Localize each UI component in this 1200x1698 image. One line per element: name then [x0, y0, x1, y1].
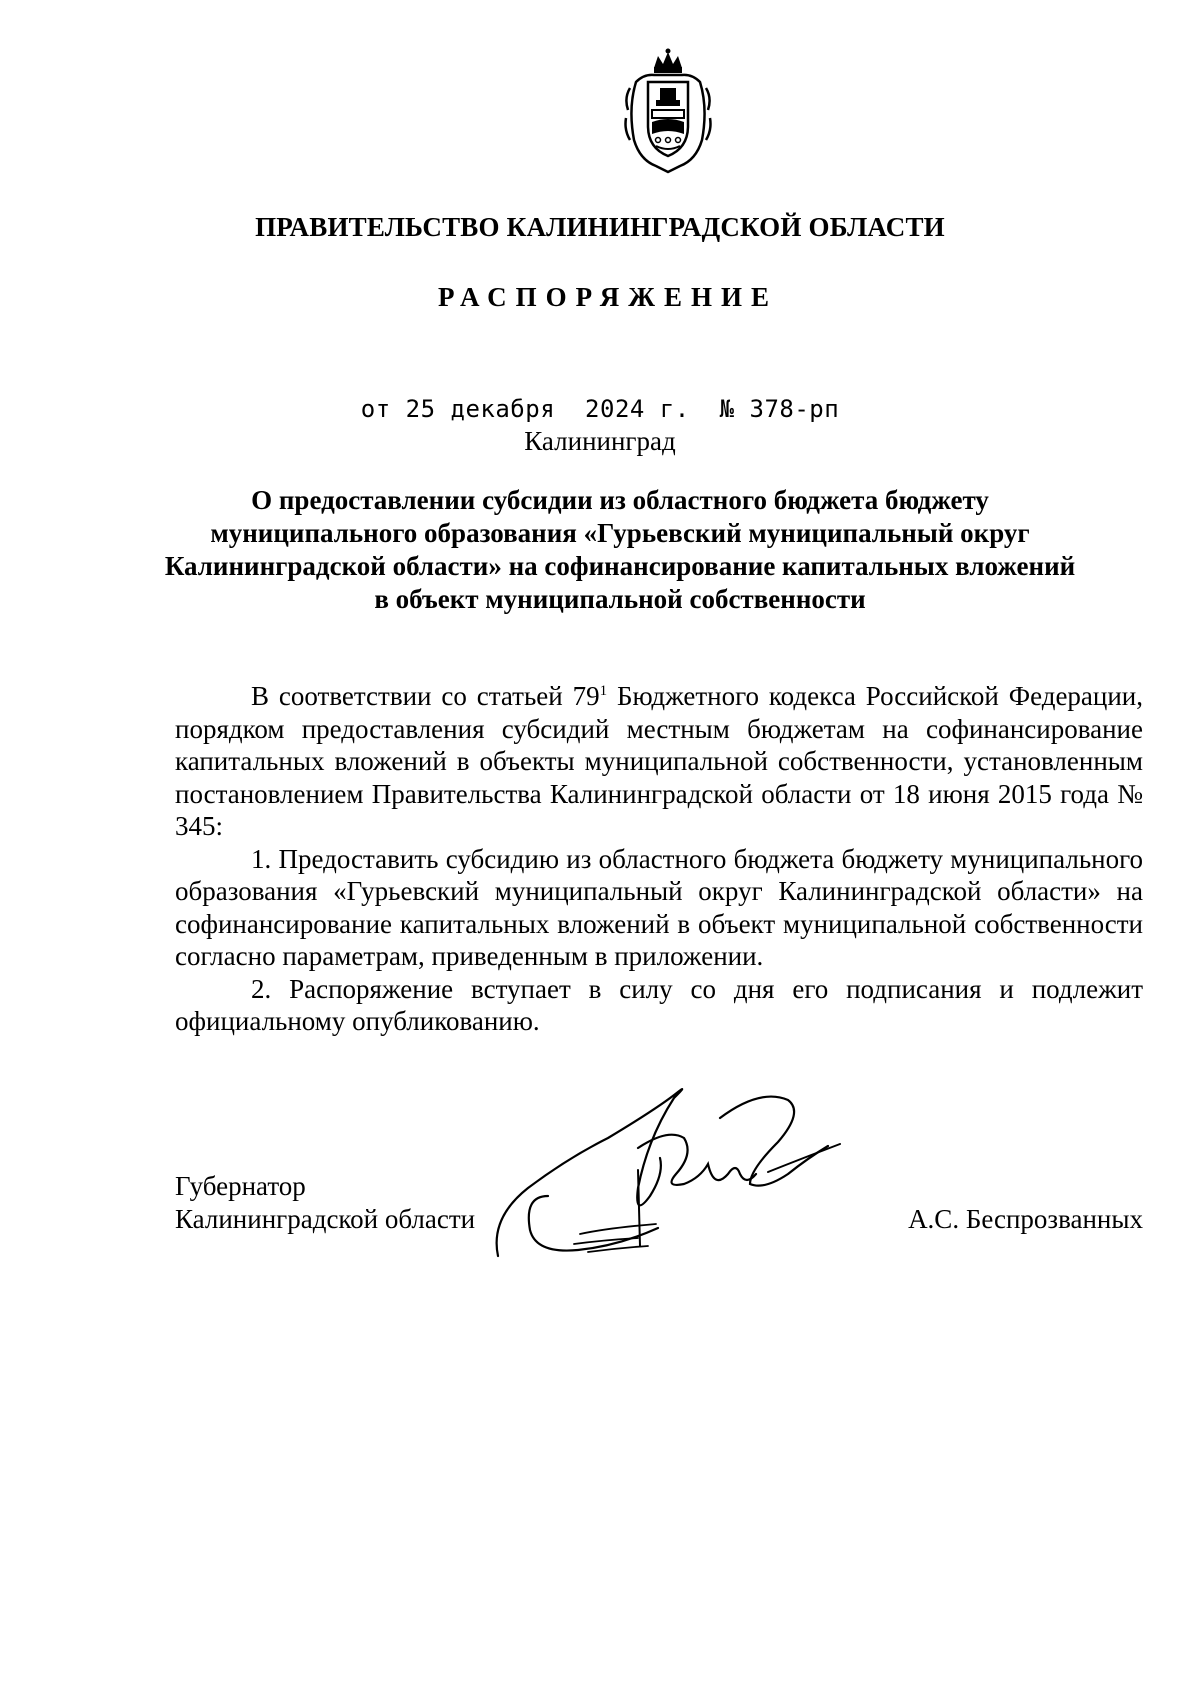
- item-1-paragraph: 1. Предоставить субсидию из областного бюджета бюджету муниципального образования «Гурьевский муниципальный округ Калининградской области» на софинансирование капитальных вложений в объект муниципальной собственности согласно параметрам, приведенным в приложении.: [175, 843, 1143, 971]
- document-number: № 378-рп: [719, 395, 840, 423]
- article-superscript: 1: [599, 683, 608, 699]
- position-line-2: Калининградской области: [175, 1204, 476, 1234]
- document-title: [150, 484, 1090, 616]
- preamble-text-a: В соответствии со статьей 79: [251, 681, 600, 711]
- title-line: муниципального образования «Гурьевский муниципальный округ: [210, 518, 1030, 548]
- item-2-paragraph: 2. Распоряжение вступает в силу со дня его подписания и подлежит официальному опубликованию.: [175, 973, 1143, 1036]
- title-line: Калининградской области» на софинансирование капитальных вложений: [164, 551, 1076, 581]
- preamble-text-b: Бюджетного кодекса Российской Федерации, порядком предоставления субсидий местным бюджетам на софинансирование капитальных вложений в объекты муниципальной собственности, установленным постановлением Правительства Калининградской области от 18 июня 2015 года № 345:: [175, 681, 1144, 841]
- city: Калининград: [524, 426, 676, 456]
- signatory-name: А.С. Беспрозванных: [908, 1204, 1143, 1234]
- date-prefix: от: [360, 395, 391, 423]
- title-line: в объект муниципальной собственности: [374, 584, 866, 614]
- title-line: О предоставлении субсидии из областного бюджета бюджету: [251, 485, 989, 515]
- position-line-1: Губернатор: [175, 1171, 306, 1201]
- document-body: [175, 680, 1143, 1038]
- preamble-paragraph: [175, 680, 1143, 843]
- document-date: 25 декабря 2024 г.: [405, 395, 690, 423]
- date-number-line: [0, 395, 1200, 423]
- handwritten-signature: [488, 1078, 848, 1268]
- organization-title: ПРАВИТЕЛЬСТВО КАЛИНИНГРАДСКОЙ ОБЛАСТИ: [255, 212, 945, 242]
- signatory-position: [175, 1170, 475, 1236]
- document-type: РАСПОРЯЖЕНИЕ: [437, 282, 779, 312]
- coat-of-arms-emblem: [622, 48, 714, 174]
